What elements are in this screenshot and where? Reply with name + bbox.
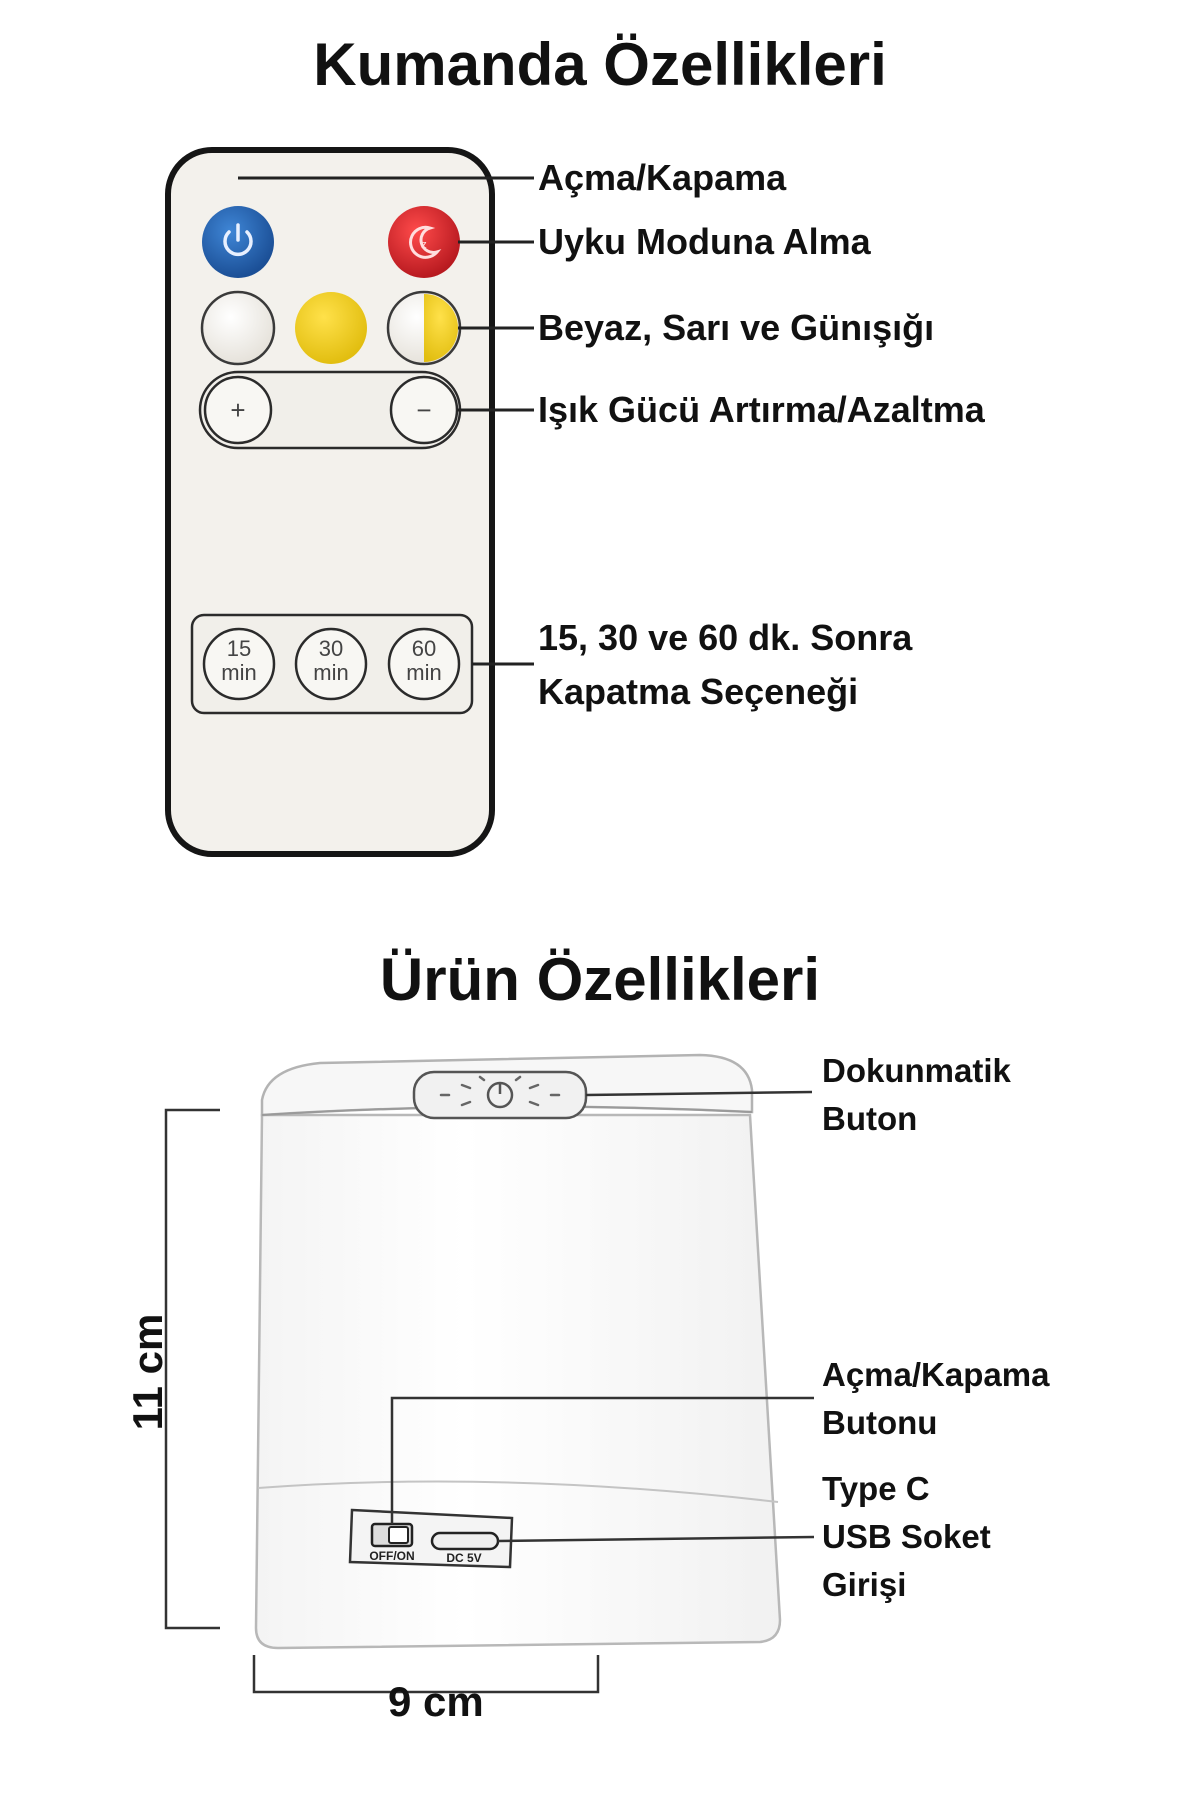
callout-sleep: Uyku Moduna Alma (538, 221, 871, 262)
callout-timer-line2: Kapatma Seçeneği (538, 671, 859, 712)
power-button[interactable] (202, 206, 274, 278)
callout-power-line2: Butonu (822, 1404, 938, 1441)
timer-60-unit: min (406, 660, 442, 685)
white-light-button[interactable] (202, 292, 274, 364)
timer-15-button[interactable] (204, 629, 274, 699)
lamp-device (256, 1055, 780, 1648)
remote-control (168, 150, 492, 854)
callout-power-line1: Açma/Kapama (822, 1356, 1050, 1393)
timer-30-unit: min (313, 660, 349, 685)
sleep-button[interactable] (388, 206, 460, 278)
timer-60-button[interactable] (389, 629, 459, 699)
callout-brightness: Işık Gücü Artırma/Azaltma (538, 389, 985, 430)
callout-usb-line1: Type C (822, 1470, 930, 1507)
callout-timer-line1: 15, 30 ve 60 dk. Sonra (538, 617, 913, 658)
timer-15-number: 15 (226, 636, 252, 661)
switch-label: OFF/ON (369, 1549, 415, 1563)
callout-touch-line1: Dokunmatik (822, 1052, 1011, 1089)
callout-power: Açma/Kapama (538, 157, 787, 198)
callout-usb-line2: USB Soket (822, 1518, 991, 1555)
callout-usb-line3: Girişi (822, 1566, 907, 1603)
timer-60-number: 60 (411, 636, 437, 661)
callout-colors: Beyaz, Sarı ve Günışığı (538, 307, 935, 348)
remote-section-title: Kumanda Özellikleri (313, 31, 887, 98)
timer-15-unit: min (221, 660, 257, 685)
yellow-light-button[interactable] (295, 292, 367, 364)
timer-30-number: 30 (318, 636, 344, 661)
timer-30-button[interactable] (296, 629, 366, 699)
product-section-title: Ürün Özellikleri (379, 946, 821, 1013)
callout-touch-line2: Buton (822, 1100, 918, 1137)
width-dimension-label: 9 cm (388, 1678, 484, 1725)
plus-symbol: + (230, 395, 246, 425)
usb-label: DC 5V (446, 1551, 482, 1565)
touch-button[interactable] (414, 1072, 586, 1118)
usb-c-port[interactable] (432, 1533, 498, 1549)
height-dimension-label: 11 cm (124, 1313, 171, 1431)
minus-symbol: − (416, 395, 432, 425)
port-panel (350, 1510, 512, 1567)
svg-text:z: z (421, 239, 427, 251)
